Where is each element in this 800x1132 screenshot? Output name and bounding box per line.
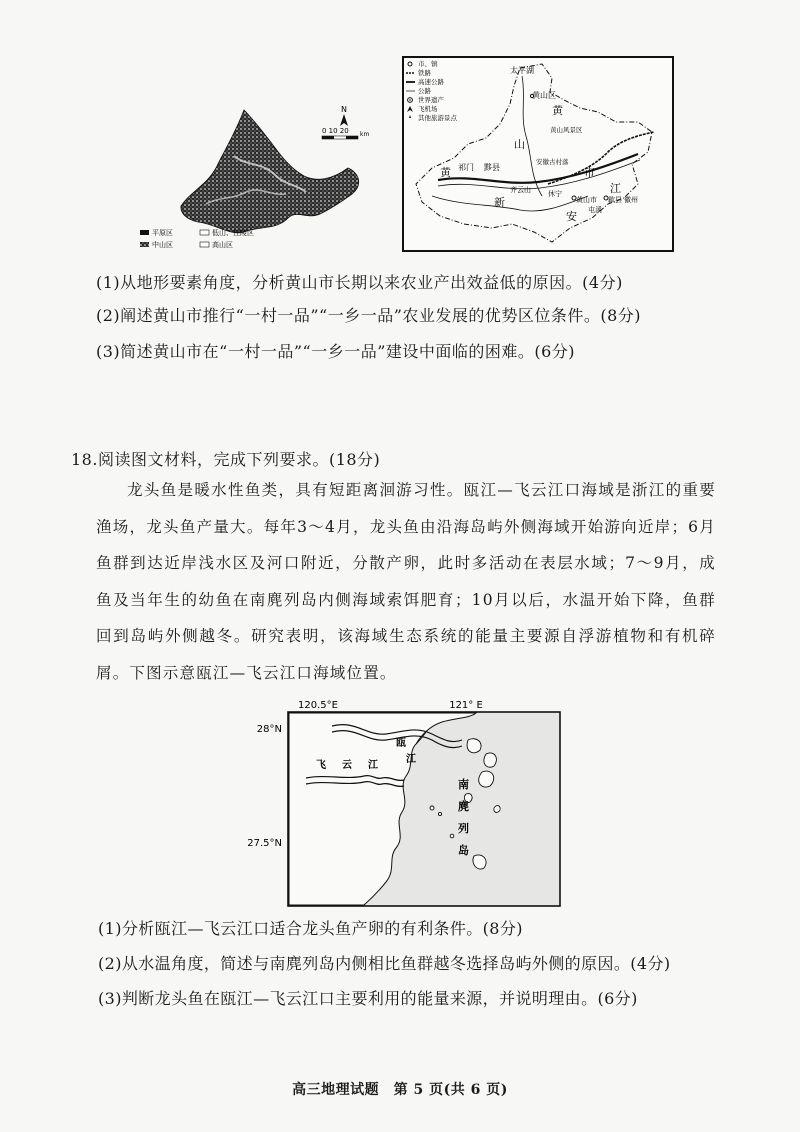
huangshan-map [402, 56, 674, 252]
place-shi: 市 [584, 166, 595, 179]
lat-27-5: 27.5°N [247, 838, 282, 849]
place-an: 安 [566, 210, 577, 223]
place-huangshan-city: 黄山市 [576, 196, 597, 204]
q17-sub2: (2)阐述黄山市推行“一村一品”“一乡一品”农业发展的优势区位条件。(8分) [96, 306, 642, 325]
place-tunxi: 屯溪 [588, 206, 602, 214]
q17-sub1: (1)从地形要素角度，分析黄山市长期以来农业产出效益低的原因。(4分) [96, 273, 623, 292]
label-ji: 麂 [458, 800, 469, 813]
label-lie: 列 [458, 822, 469, 835]
lat-28: 28°N [256, 724, 282, 735]
label-yun: 云 [342, 760, 352, 771]
legend-hills: 低山、丘陵区 [212, 229, 254, 237]
label-ou: 瓯 [396, 738, 406, 749]
place-xin: 新 [494, 196, 505, 209]
label-jiang-2: 江 [368, 760, 378, 771]
legend-plain: 平原区 [152, 229, 173, 237]
place-qiyun-mountain: 齐云山 [510, 186, 531, 194]
q18-sub2: (2)从水温角度，简述与南麂列岛内侧相比鱼群越冬选择岛屿外侧的原因。(4分) [98, 954, 671, 973]
place-yixian: 黟县 [484, 163, 500, 172]
north-arrow-label: N [341, 105, 347, 114]
legend-heritage: 世界遗产 [418, 96, 444, 104]
scale-label: 0 10 20 [322, 127, 349, 135]
legend-expressway: 高速公路 [418, 78, 444, 86]
place-huang-2: 黄 [440, 166, 451, 179]
place-anhui-villages: 安徽古村落 [536, 158, 569, 166]
lon-121: 121° E [449, 700, 483, 711]
label-fei: 飞 [316, 760, 326, 771]
place-huang-1: 黄 [552, 104, 563, 117]
legend-airport: 飞机场 [418, 105, 438, 113]
place-jiang: 江 [610, 182, 621, 195]
estuary-map [246, 696, 576, 910]
lon-120-5: 120.5°E [298, 700, 338, 711]
label-dao: 岛 [458, 844, 469, 857]
place-huangshan-scenic: 黄山风景区 [550, 126, 583, 134]
q18-title: 18.阅读图文材料，完成下列要求。(18分) [71, 450, 381, 469]
north-arrow-icon [340, 114, 348, 126]
legend-scenic: 其他旅游景点 [418, 114, 457, 122]
q18-sub3: (3)判断龙头鱼在瓯江—飞云江口主要利用的能量来源，并说明理由。(6分) [98, 989, 638, 1008]
place-qimen: 祁门 [458, 163, 474, 172]
q17-sub3: (3)简述黄山市在“一村一品”“一乡一品”建设中面临的困难。(6分) [96, 342, 576, 361]
place-huizhou: 徽州 [624, 196, 638, 204]
legend-mid-mountain: 中山区 [152, 241, 173, 249]
label-jiang-1: 江 [406, 754, 416, 765]
page-footer: 高三地理试题 第 5 页(共 6 页) [292, 1082, 508, 1098]
place-shan: 山 [514, 138, 525, 151]
place-shexian: 歙县 [608, 196, 622, 204]
place-taiping-lake: 太平湖 [510, 66, 534, 75]
legend-town: 市、镇 [418, 60, 438, 68]
terrain-map [136, 96, 376, 256]
scale-unit: km [360, 131, 370, 138]
q18-sub1: (1)分析瓯江—飞云江口适合龙头鱼产卵的有利条件。(8分) [98, 919, 523, 938]
place-huangshan-district: 黄山区 [532, 91, 556, 100]
legend-road: 公路 [418, 87, 431, 95]
label-nan: 南 [458, 778, 469, 791]
legend-high-mountain: 高山区 [212, 241, 233, 249]
q18-paragraph: 龙头鱼是暖水性鱼类，具有短距离洄游习性。瓯江—飞云江口海域是浙江的重要渔场，龙头鱼产量大。每年3～4月，龙头鱼由沿海岛屿外侧海域开始游向近岸；6月鱼群到达近岸浅水区及河口附近，分散产卵，此时多活动在表层水域；7～9月，成鱼及当年生的幼鱼在南麂列岛内侧海域索饵肥育；10月以后，水温开始下降，鱼群回到岛屿外侧越冬。研究表明，该海域生态系统的能量主要源自浮游植物和有机碎屑。下图示意瓯江—飞云江口海域位置。 [96, 481, 716, 682]
place-xiuning: 休宁 [548, 190, 562, 198]
legend-railway: 铁路 [418, 69, 431, 77]
